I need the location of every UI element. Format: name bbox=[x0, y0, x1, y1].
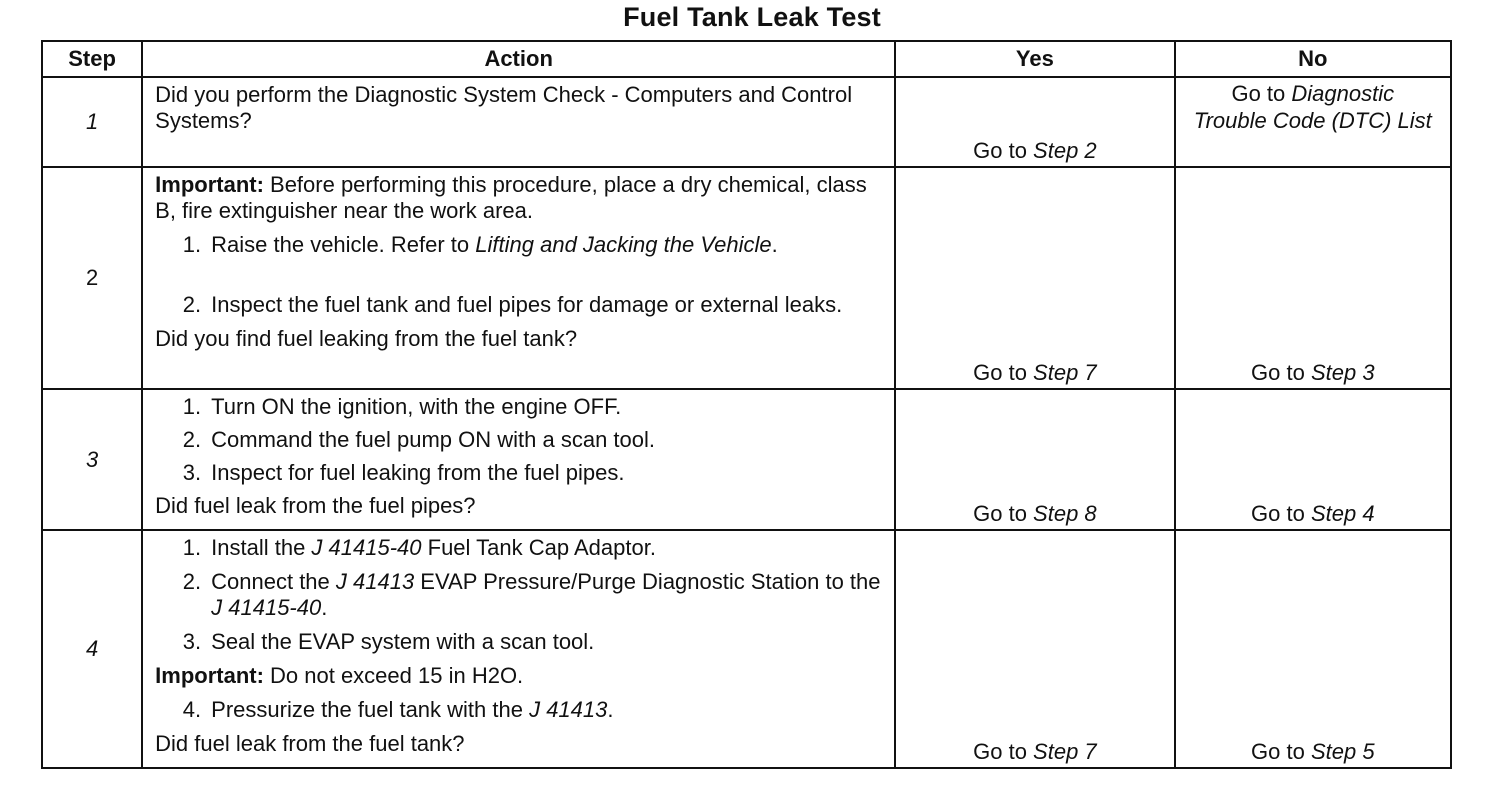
item-number: 4. bbox=[182, 697, 202, 722]
item-text-end: . bbox=[771, 232, 778, 257]
item-reference: J 41413 bbox=[529, 697, 608, 722]
action-item bbox=[155, 427, 886, 452]
result-prefix: Go to bbox=[1251, 739, 1311, 764]
result-prefix: Go to bbox=[973, 360, 1034, 385]
item-text-mid: EVAP Pressure/Purge Diagnostic Station to the bbox=[414, 569, 881, 594]
document-title: Fuel Tank Leak Test bbox=[623, 2, 881, 32]
result-target: Step 7 bbox=[1033, 739, 1097, 764]
action-question: Did you perform the Diagnostic System Check - Computers and Control Systems? bbox=[155, 82, 853, 133]
action-cell bbox=[142, 77, 895, 167]
result-prefix: Go to bbox=[973, 739, 1034, 764]
item-text: Turn ON the ignition, with the engine OFF. bbox=[211, 394, 622, 419]
diagnostic-table bbox=[41, 40, 1452, 769]
item-text: Install the bbox=[211, 535, 312, 560]
header-step: Step bbox=[42, 41, 142, 77]
yes-result bbox=[895, 389, 1174, 530]
action-item bbox=[155, 292, 886, 318]
item-reference: Lifting and Jacking the Vehicle bbox=[475, 232, 772, 257]
result-target: Step 7 bbox=[1033, 360, 1097, 385]
action-item bbox=[155, 394, 886, 419]
result-prefix: Go to bbox=[973, 138, 1034, 163]
item-text-end: . bbox=[321, 595, 328, 620]
action-item bbox=[155, 460, 886, 485]
important-label: Important: bbox=[155, 172, 264, 197]
result-prefix: Go to bbox=[1231, 81, 1292, 106]
result-prefix: Go to bbox=[1251, 360, 1311, 385]
step-number: 2 bbox=[42, 167, 142, 389]
action-cell bbox=[142, 530, 895, 768]
important-label: Important: bbox=[155, 663, 264, 688]
result-prefix: Go to bbox=[1251, 501, 1311, 526]
result-target: Step 3 bbox=[1310, 360, 1375, 385]
action-cell bbox=[142, 167, 895, 389]
item-number: 2. bbox=[182, 427, 202, 452]
header-yes: Yes bbox=[895, 41, 1174, 77]
item-reference: J 41415-40 bbox=[311, 535, 422, 560]
step-number: 4 bbox=[42, 530, 142, 768]
step-number: 3 bbox=[42, 389, 142, 530]
no-result bbox=[1175, 77, 1451, 167]
item-reference: J 41413 bbox=[335, 569, 415, 594]
no-result bbox=[1175, 389, 1451, 530]
item-text-end: . bbox=[607, 697, 614, 722]
item-text-end: Fuel Tank Cap Adaptor. bbox=[421, 535, 656, 560]
action-item bbox=[155, 697, 886, 723]
important-note bbox=[155, 172, 886, 224]
item-reference-2: J 41415-40 bbox=[211, 595, 322, 620]
result-target: Diagnostic Trouble Code (DTC) List bbox=[1193, 81, 1432, 133]
important-text: Do not exceed 15 in H2O. bbox=[263, 663, 524, 688]
item-number: 1. bbox=[182, 535, 202, 560]
table-row-step-3 bbox=[42, 389, 1451, 530]
result-target: Step 2 bbox=[1033, 138, 1097, 163]
item-text: Command the fuel pump ON with a scan tool. bbox=[211, 427, 656, 452]
item-text: Inspect the fuel tank and fuel pipes for damage or external leaks. bbox=[211, 292, 843, 317]
result-target: Step 4 bbox=[1310, 501, 1375, 526]
item-number: 3. bbox=[182, 460, 202, 485]
item-number: 1. bbox=[182, 394, 202, 419]
action-item bbox=[155, 629, 886, 655]
important-text: Before performing this procedure, place a dry chemical, class B, fire extinguisher near the work area. bbox=[155, 172, 867, 223]
result-target: Step 5 bbox=[1310, 739, 1375, 764]
action-question: Did fuel leak from the fuel pipes? bbox=[155, 493, 476, 518]
item-number: 2. bbox=[182, 292, 202, 317]
action-question: Did you find fuel leaking from the fuel tank? bbox=[155, 326, 578, 351]
action-question: Did fuel leak from the fuel tank? bbox=[155, 731, 465, 756]
item-text: Seal the EVAP system with a scan tool. bbox=[211, 629, 595, 654]
table-row-step-4 bbox=[42, 530, 1451, 768]
table-row-step-1 bbox=[42, 77, 1451, 167]
item-number: 3. bbox=[182, 629, 202, 654]
action-cell bbox=[142, 389, 895, 530]
action-item bbox=[155, 232, 886, 258]
action-item bbox=[155, 569, 886, 621]
table-row-step-2 bbox=[42, 167, 1451, 389]
yes-result bbox=[895, 167, 1174, 389]
yes-result bbox=[895, 530, 1174, 768]
yes-result bbox=[895, 77, 1174, 167]
result-target: Step 8 bbox=[1033, 501, 1097, 526]
table-header-row bbox=[42, 41, 1451, 77]
item-text: Connect the bbox=[211, 569, 336, 594]
item-text: Pressurize the fuel tank with the bbox=[211, 697, 530, 722]
item-text: Inspect for fuel leaking from the fuel pipes. bbox=[211, 460, 625, 485]
no-result bbox=[1175, 530, 1451, 768]
important-note bbox=[155, 663, 886, 689]
item-text: Raise the vehicle. Refer to bbox=[211, 232, 476, 257]
step-number: 1 bbox=[42, 77, 142, 167]
item-number: 2. bbox=[182, 569, 202, 594]
item-number: 1. bbox=[182, 232, 202, 257]
no-result bbox=[1175, 167, 1451, 389]
result-prefix: Go to bbox=[973, 501, 1034, 526]
header-no: No bbox=[1175, 41, 1451, 77]
header-action: Action bbox=[142, 41, 895, 77]
action-item bbox=[155, 535, 886, 561]
